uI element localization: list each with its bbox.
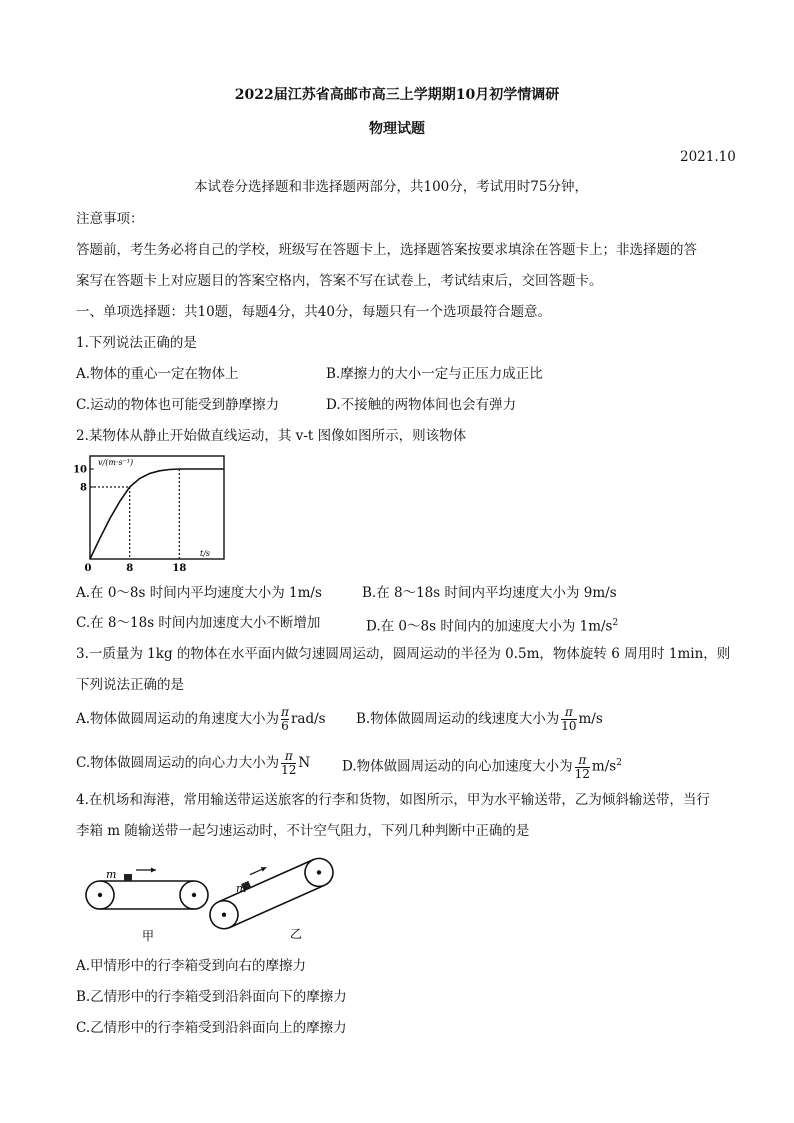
q3-option-c-den: 12 (281, 763, 297, 777)
q3-option-b-num: π (564, 705, 573, 719)
figure-label-yi: 乙 (290, 927, 303, 941)
q2-stem: 2.某物体从静止开始做直线运动，其 v-t 图像如图所示，则该物体 (76, 428, 467, 444)
velocity-arrow-head (151, 868, 156, 873)
luggage-box (124, 874, 132, 881)
q1-stem: 1.下列说法正确的是 (76, 335, 197, 351)
q3-option-d-num: π (578, 752, 587, 767)
q3-stem-line-1: 3.一质量为 1kg 的物体在水平面内做匀速圆周运动，圆周运动的半径为 0.5m，物体旋转 6 周用时 1min，则 (76, 646, 731, 662)
q3-stem-line-2: 下列说法正确的是 (76, 677, 184, 693)
q3-option-d-unit: m/s (591, 758, 617, 775)
q3-option-d-sup: 2 (616, 758, 622, 768)
q4-stem-line-2: 李箱 m 随输送带一起匀速运动时，不计空气阻力，下列几种判断中正确的是 (76, 823, 530, 839)
notice-title: 注意事项： (76, 211, 144, 227)
chart-series-line (90, 469, 224, 559)
q3-option-b (356, 700, 603, 738)
q4-stem-line-1: 4.在机场和海港，常用输送带运送旅客的行李和货物，如图所示，甲为水平输送带，乙为倾斜输送带，当行 (76, 792, 710, 808)
q2-option-d-text: D.在 0～8s 时间内的加速度大小为 1m/s (366, 618, 613, 635)
q4-option-a: A.甲情形中的行李箱受到向右的摩擦力 (76, 958, 307, 974)
intro-line: 本试卷分选择题和非选择题两部分，共100分，考试用时75分钟， (194, 179, 588, 195)
q3-option-d-text: D.物体做圆周运动的向心加速度大小为 (342, 758, 573, 775)
chart-xlabel: t/s (200, 549, 211, 558)
q3-option-c-unit: N (298, 755, 311, 771)
q1-option-b: B.摩擦力的大小一定与正压力成正比 (326, 366, 543, 382)
q2-option-d (366, 614, 618, 636)
q3-option-d-fraction (575, 754, 590, 781)
chart-xtick-label: 0 (84, 563, 92, 574)
q3-option-b-unit: m/s (578, 711, 603, 727)
chart-ytick-label: 10 (73, 464, 87, 476)
section-heading: 一、单项选择题：共10题，每题4分，共40分，每题只有一个选项最符合题意。 (76, 304, 551, 320)
notice-line-2: 案写在答题卡上对应题目的答案空格内，答案不写在试卷上，考试结束后，交回答题卡。 (76, 273, 603, 289)
q1-option-a: A.物体的重心一定在物体上 (76, 366, 239, 382)
q3-option-a-num: π (281, 705, 289, 719)
q3-option-b-text: B.物体做圆周运动的线速度大小为 (356, 711, 560, 727)
q2-option-c: C.在 8～18s 时间内加速度大小不断增加 (76, 615, 321, 631)
figure-label-jia: 甲 (142, 929, 155, 943)
incline-pulley-left-axle (221, 912, 227, 918)
q3-option-a-unit: rad/s (290, 711, 326, 727)
incline-mass-label: m (236, 882, 247, 895)
q2-option-a: A.在 0～8s 时间内平均速度大小为 1m/s (76, 585, 322, 601)
q4-option-c: C.乙情形中的行李箱受到沿斜面向上的摩擦力 (76, 1020, 347, 1036)
chart-xtick-label: 8 (126, 563, 134, 574)
q3-option-c-num: π (284, 749, 293, 763)
q3-option-d (342, 744, 622, 786)
q3-option-a-fraction (281, 706, 289, 733)
q2-option-b: B.在 8～18s 时间内平均速度大小为 9m/s (362, 585, 617, 601)
q3-option-a-text: A.物体做圆周运动的角速度大小为 (76, 711, 280, 727)
q3-option-b-den: 10 (561, 719, 577, 733)
q3-option-c-text: C.物体做圆周运动的向心力大小为 (76, 755, 280, 771)
belt-pulley-left-axle (98, 893, 102, 897)
q3-option-a-den: 6 (281, 719, 289, 733)
q1-option-c: C.运动的物体也可能受到静摩擦力 (76, 397, 280, 413)
notice-line-1: 答题前，考生务必将自己的学校，班级写在答题卡上，选择题答案按要求填涂在答题卡上；非选择题的答 (76, 242, 697, 258)
vt-chart (73, 450, 236, 575)
incline-top-line (218, 860, 313, 902)
q3-option-d-den: 12 (574, 766, 590, 781)
q4-option-b: B.乙情形中的行李箱受到沿斜面向下的摩擦力 (76, 989, 347, 1005)
horizontal-belt (86, 868, 208, 944)
belt-pulley-right-axle (192, 893, 196, 897)
q3-option-c (76, 744, 310, 782)
q3-option-c-fraction (281, 750, 296, 777)
exam-subtitle: 物理试题 (369, 121, 425, 137)
mass-label: m (106, 868, 117, 881)
q3-option-b-fraction (561, 706, 576, 733)
chart-xtick-label: 18 (172, 563, 187, 574)
incline-velocity-arrow-head (261, 865, 268, 872)
q1-option-d: D.不接触的两物体间也会有弹力 (326, 397, 517, 413)
exam-title: 2022届江苏省高邮市高三上学期期10月初学情调研 (234, 87, 560, 103)
incline-pulley-right-axle (316, 870, 322, 876)
conveyor-figure (76, 848, 376, 948)
inclined-belt (200, 841, 338, 934)
q2-option-d-sup: 2 (612, 618, 619, 628)
chart-ytick-label: 8 (80, 482, 87, 494)
chart-ylabel: v/(m·s⁻¹) (98, 458, 134, 467)
q3-option-a (76, 700, 326, 738)
exam-date: 2021.10 (680, 149, 736, 165)
